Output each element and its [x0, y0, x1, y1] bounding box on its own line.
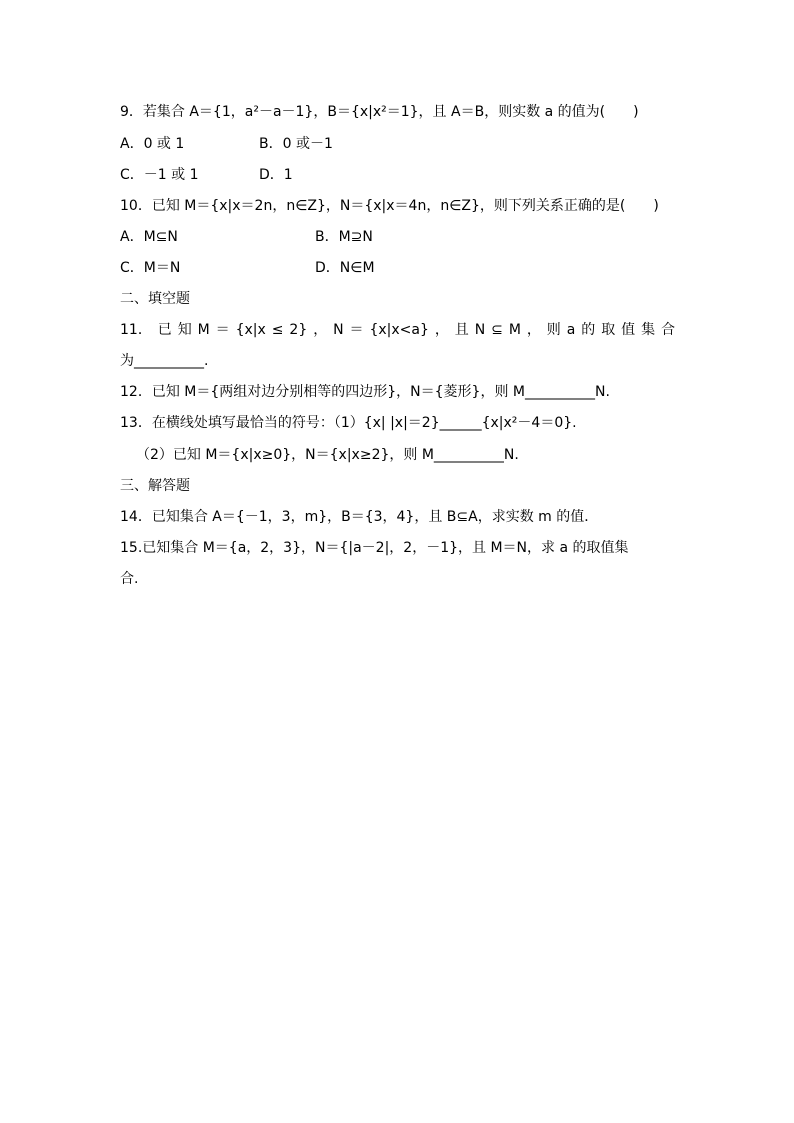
question-9-option-c: C．－1 或 1 — [120, 167, 199, 183]
q11-token: 11． — [120, 322, 152, 338]
q11-token: 则 — [546, 322, 561, 338]
question-11-line-1 — [120, 320, 675, 340]
q11-token: {x|x — [235, 322, 266, 338]
q11-token: 值 — [621, 322, 636, 338]
q11-token: ， — [434, 322, 449, 338]
q11-token: 且 — [454, 322, 469, 338]
q11-token: ⊆ — [491, 322, 503, 338]
question-9-option-d: D．1 — [259, 167, 293, 183]
question-14: 14．已知集合 A＝{－1，3，m}，B＝{3，4}，且 B⊆A，求实数 m 的值． — [120, 509, 599, 525]
question-12: 12．已知 M＝{两组对边分别相等的四边形}，N＝{菱形}，则 M__________N. — [120, 384, 610, 400]
q11-token: ， — [526, 322, 541, 338]
question-13-part-2: （2）已知 M＝{x|x≥0}，N＝{x|x≥2}，则 M__________N. — [136, 447, 519, 463]
q11-token: 的 — [581, 322, 596, 338]
section-heading-fill-in: 二、填空题 — [120, 291, 190, 307]
q11-token: ＝ — [215, 322, 230, 338]
q11-token: N — [474, 322, 486, 338]
question-9-option-b: B．0 或－1 — [259, 136, 333, 152]
question-13-part-1: 13．在横线处填写最恰当的符号：（1）{x| |x|＝2}______{x|x²－4＝0}. — [120, 415, 577, 431]
q11-token: M — [508, 322, 521, 338]
q11-token: M — [197, 322, 210, 338]
q11-token: ， — [313, 322, 328, 338]
q11-token: 取 — [601, 322, 616, 338]
question-15-line-1: 15.已知集合 M＝{a，2，3}，N＝{|a－2|，2，－1}，且 M＝N，求 a 的取值集 — [120, 540, 629, 556]
section-heading-solve: 三、解答题 — [120, 478, 190, 494]
q11-token: a — [566, 322, 576, 338]
question-15-line-2: 合. — [120, 571, 139, 587]
q11-token: ≤ — [271, 322, 284, 338]
question-10-option-a: A．M⊆N — [120, 229, 178, 245]
question-10-stem: 10．已知 M＝{x|x＝2n，n∈Z}，N＝{x|x＝4n，n∈Z}，则下列关系正确的是( ) — [120, 198, 659, 214]
question-10-option-d: D．N∈M — [315, 260, 375, 276]
question-11-line-2: 为__________. — [120, 353, 209, 369]
question-9-option-a: A．0 或 1 — [120, 136, 185, 152]
q11-token: N — [333, 322, 344, 338]
q11-token: 合 — [661, 322, 675, 338]
question-9-stem: 9．若集合 A＝{1，a²－a－1}，B＝{x|x²＝1}，且 A＝B，则实数 a 的值为( ) — [120, 104, 639, 120]
q11-token: ＝ — [349, 322, 364, 338]
q11-token: 已 — [157, 322, 172, 338]
question-10-option-b: B．M⊇N — [315, 229, 373, 245]
question-10-option-c: C．M＝N — [120, 260, 181, 276]
q11-token: 知 — [177, 322, 192, 338]
q11-token: {x|x<a} — [369, 322, 429, 338]
q11-token: 2} — [289, 322, 308, 338]
q11-token: 集 — [641, 322, 656, 338]
